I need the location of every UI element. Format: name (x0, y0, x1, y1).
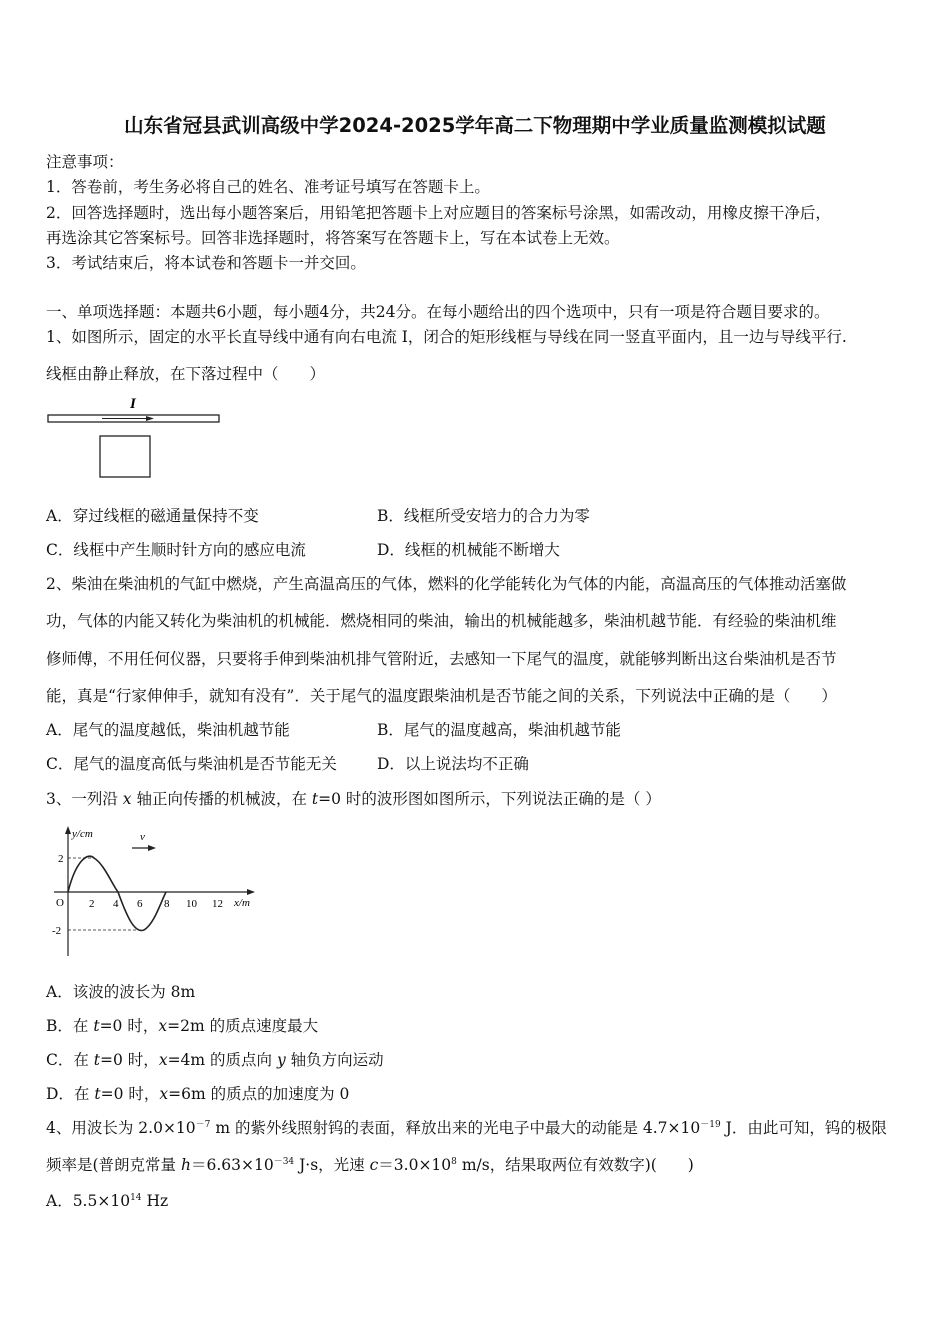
q4-option-a: A．$5.5\times 10^{14}$ Hz (46, 1192, 169, 1210)
q1-wire-figure (46, 392, 226, 482)
velocity-label: v (140, 831, 145, 843)
q2-option-b: B．尾气的温度越高，柴油机越节能 (377, 721, 621, 739)
q3-option-d: D．在 t=0 时，x=6m 的质点的加速度为 0 (46, 1085, 350, 1103)
notice-item-2: 2．回答选择题时，选出每小题答案后，用铅笔把答题卡上对应题目的答案标号涂黑，如需改动，用橡皮擦干净后， (46, 204, 831, 222)
notice-heading: 注意事项： (46, 153, 124, 171)
x-tick: 4 (113, 898, 119, 910)
q2-stem-line3: 修师傅，不用任何仪器，只要将手伸到柴油机排气管附近，去感知一下尾气的温度，就能够判断出这台柴油机是否节 (46, 650, 837, 668)
q1-option-c: C．线框中产生顺时针方向的感应电流 (46, 541, 306, 559)
q1-option-a: A．穿过线框的磁通量保持不变 (46, 507, 259, 525)
q1-frame (100, 436, 150, 477)
q2-option-a: A．尾气的温度越低，柴油机越节能 (46, 721, 290, 739)
q3-option-b: B．在 t=0 时，x=2m 的质点速度最大 (46, 1017, 319, 1035)
q1-option-b: B．线框所受安培力的合力为零 (377, 507, 590, 525)
q3-option-a: A．该波的波长为 8m (46, 983, 196, 1001)
x-tick: 2 (89, 898, 95, 910)
x-tick: 12 (212, 898, 223, 910)
q1-option-d: D．线框的机械能不断增大 (377, 541, 560, 559)
x-tick: 6 (137, 898, 143, 910)
notice-item-3: 3．考试结束后，将本试卷和答题卡一并交回。 (46, 254, 366, 272)
wave-curve (68, 856, 166, 930)
q1-stem-line1: 1、如图所示，固定的水平长直导线中通有向右电流 I，闭合的矩形线框与导线在同一竖直平面内，且一边与导线平行. (46, 328, 847, 346)
q3-wave-graph (46, 824, 266, 964)
notice-item-2-cont: 再选涂其它答案标号。回答非选择题时，将答案写在答题卡上，写在本试卷上无效。 (46, 229, 620, 247)
x-axis-label: x/m (234, 897, 250, 909)
section-heading: 一、单项选择题：本题共6小题，每小题4分，共24分。在每小题给出的四个选项中，只有一项是符合题目要求的。 (46, 303, 830, 321)
q1-stem-line2: 线框由静止释放，在下落过程中（ ） (46, 365, 326, 383)
y-tick-neg2: -2 (52, 925, 62, 937)
y-tick-2: 2 (58, 853, 64, 865)
x-tick: 10 (186, 898, 197, 910)
x-tick: 8 (164, 898, 170, 910)
q2-stem-line4: 能，真是“行家伸伸手，就知有没有”．关于尾气的温度跟柴油机是否节能之间的关系，下列说法中正确的是（ ） (46, 687, 837, 705)
y-axis-label: y/cm (72, 828, 93, 840)
q2-stem-line1: 2、柴油在柴油机的气缸中燃烧，产生高温高压的气体，燃料的化学能转化为气体的内能，高温高压的气体推动活塞做 (46, 575, 847, 593)
origin-label: O (56, 897, 64, 909)
q3-stem: 3、一列沿 x 轴正向传播的机械波，在 t=0 时的波形图如图所示，下列说法正确的是（ ） (46, 790, 661, 808)
q2-option-d: D．以上说法均不正确 (377, 755, 529, 773)
q4-stem-line1: 4、用波长为 $2.0\times 10^{-7}$ m 的紫外线照射钨的表面，释放出来的光电子中最大的动能是 $4.7\times 10^{-19}$ J．由此可知，钨的极限 (46, 1119, 887, 1137)
q2-stem-line2: 功，气体的内能又转化为柴油机的机械能．燃烧相同的柴油，输出的机械能越多，柴油机越节能．有经验的柴油机维 (46, 612, 837, 630)
notice-item-1: 1．答卷前，考生务必将自己的姓名、准考证号填写在答题卡上。 (46, 178, 490, 196)
q3-option-c: C．在 t=0 时，x=4m 的质点向 y 轴负方向运动 (46, 1051, 384, 1069)
q1-current-label: I (130, 396, 136, 412)
q2-option-c: C．尾气的温度高低与柴油机是否节能无关 (46, 755, 337, 773)
x-tick-labels (89, 898, 223, 910)
page-title: 山东省冠县武训高级中学2024-2025学年高二下物理期中学业质量监测模拟试题 (124, 114, 826, 137)
q4-stem-line2: 频率是(普朗克常量 $h=6.63\times 10^{-34}$ J·s，光速 $c=3.0\times 10^8$ m/s，结果取两位有效数字)( ) (46, 1156, 694, 1174)
